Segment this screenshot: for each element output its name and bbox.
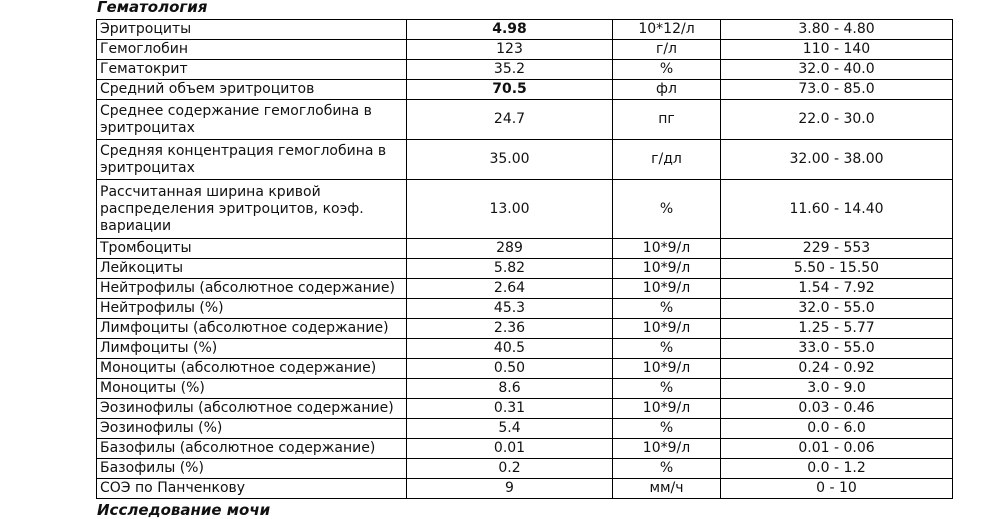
row-value-cell: 123	[407, 40, 613, 60]
row-value-cell: 13.00	[407, 180, 613, 239]
results-table-body	[97, 20, 953, 499]
table-row	[97, 379, 953, 399]
table-row	[97, 259, 953, 279]
row-reference-range-cell: 0.24 - 0.92	[721, 359, 953, 379]
row-value-cell: 0.31	[407, 399, 613, 419]
row-value-cell: 35.00	[407, 140, 613, 180]
row-value-cell: 5.4	[407, 419, 613, 439]
row-unit-cell: %	[613, 419, 721, 439]
row-name-cell: Моноциты (%)	[97, 379, 407, 399]
row-name-cell: Базофилы (абсолютное содержание)	[97, 439, 407, 459]
row-name-cell: Нейтрофилы (%)	[97, 299, 407, 319]
row-reference-range-cell: 229 - 553	[721, 239, 953, 259]
row-value-cell: 2.64	[407, 279, 613, 299]
row-unit-cell: 10*9/л	[613, 259, 721, 279]
row-name-cell: Нейтрофилы (абсолютное содержание)	[97, 279, 407, 299]
row-reference-range-cell: 3.0 - 9.0	[721, 379, 953, 399]
row-unit-cell: 10*9/л	[613, 279, 721, 299]
row-name-cell: Средняя концентрация гемоглобина в эритроцитах	[97, 140, 407, 180]
row-unit-cell: %	[613, 459, 721, 479]
hematology-results-table	[96, 19, 953, 499]
row-name-cell: Лимфоциты (абсолютное содержание)	[97, 319, 407, 339]
table-row	[97, 439, 953, 459]
table-row	[97, 140, 953, 180]
row-reference-range-cell: 0.0 - 6.0	[721, 419, 953, 439]
table-row	[97, 40, 953, 60]
row-reference-range-cell: 32.0 - 40.0	[721, 60, 953, 80]
table-row	[97, 359, 953, 379]
row-name-cell: Тромбоциты	[97, 239, 407, 259]
row-value-cell: 289	[407, 239, 613, 259]
row-unit-cell: %	[613, 339, 721, 359]
table-row	[97, 20, 953, 40]
row-name-cell: Моноциты (абсолютное содержание)	[97, 359, 407, 379]
row-unit-cell: мм/ч	[613, 479, 721, 499]
row-name-cell: Рассчитанная ширина кривой распределения эритроцитов, коэф. вариации	[97, 180, 407, 239]
row-unit-cell: %	[613, 60, 721, 80]
row-unit-cell: 10*9/л	[613, 359, 721, 379]
row-name-cell: Эритроциты	[97, 20, 407, 40]
table-row	[97, 319, 953, 339]
row-unit-cell: 10*9/л	[613, 399, 721, 419]
section-title-urinalysis: Исследование мочи	[97, 501, 271, 519]
row-name-cell: Среднее содержание гемоглобина в эритроцитах	[97, 100, 407, 140]
row-name-cell: СОЭ по Панченкову	[97, 479, 407, 499]
row-value-cell: 0.2	[407, 459, 613, 479]
row-value-cell: 70.5	[407, 80, 613, 100]
row-name-cell: Эозинофилы (%)	[97, 419, 407, 439]
row-reference-range-cell: 1.25 - 5.77	[721, 319, 953, 339]
row-value-cell: 9	[407, 479, 613, 499]
row-name-cell: Гемоглобин	[97, 40, 407, 60]
row-unit-cell: %	[613, 379, 721, 399]
row-name-cell: Эозинофилы (абсолютное содержание)	[97, 399, 407, 419]
table-row	[97, 459, 953, 479]
row-reference-range-cell: 0.0 - 1.2	[721, 459, 953, 479]
row-name-cell: Базофилы (%)	[97, 459, 407, 479]
row-unit-cell: пг	[613, 100, 721, 140]
row-value-cell: 0.50	[407, 359, 613, 379]
table-row	[97, 479, 953, 499]
row-unit-cell: %	[613, 299, 721, 319]
row-reference-range-cell: 22.0 - 30.0	[721, 100, 953, 140]
table-row	[97, 279, 953, 299]
row-unit-cell: 10*9/л	[613, 319, 721, 339]
row-value-cell: 2.36	[407, 319, 613, 339]
row-unit-cell: г/л	[613, 40, 721, 60]
row-unit-cell: фл	[613, 80, 721, 100]
row-value-cell: 40.5	[407, 339, 613, 359]
row-reference-range-cell: 0.01 - 0.06	[721, 439, 953, 459]
row-reference-range-cell: 32.0 - 55.0	[721, 299, 953, 319]
table-row	[97, 339, 953, 359]
table-row	[97, 399, 953, 419]
row-value-cell: 4.98	[407, 20, 613, 40]
row-unit-cell: %	[613, 180, 721, 239]
row-value-cell: 45.3	[407, 299, 613, 319]
row-name-cell: Лейкоциты	[97, 259, 407, 279]
table-row	[97, 419, 953, 439]
row-reference-range-cell: 33.0 - 55.0	[721, 339, 953, 359]
row-reference-range-cell: 110 - 140	[721, 40, 953, 60]
row-reference-range-cell: 73.0 - 85.0	[721, 80, 953, 100]
row-reference-range-cell: 5.50 - 15.50	[721, 259, 953, 279]
row-name-cell: Средний объем эритроцитов	[97, 80, 407, 100]
row-reference-range-cell: 32.00 - 38.00	[721, 140, 953, 180]
row-reference-range-cell: 0.03 - 0.46	[721, 399, 953, 419]
row-value-cell: 5.82	[407, 259, 613, 279]
row-value-cell: 8.6	[407, 379, 613, 399]
table-row	[97, 100, 953, 140]
table-row	[97, 60, 953, 80]
table-row	[97, 180, 953, 239]
table-row	[97, 80, 953, 100]
row-value-cell: 24.7	[407, 100, 613, 140]
row-unit-cell: 10*12/л	[613, 20, 721, 40]
table-row	[97, 299, 953, 319]
row-value-cell: 0.01	[407, 439, 613, 459]
row-reference-range-cell: 11.60 - 14.40	[721, 180, 953, 239]
section-title-hematology: Гематология	[97, 0, 208, 16]
row-name-cell: Гематокрит	[97, 60, 407, 80]
row-reference-range-cell: 1.54 - 7.92	[721, 279, 953, 299]
row-value-cell: 35.2	[407, 60, 613, 80]
row-reference-range-cell: 0 - 10	[721, 479, 953, 499]
row-reference-range-cell: 3.80 - 4.80	[721, 20, 953, 40]
row-unit-cell: г/дл	[613, 140, 721, 180]
row-unit-cell: 10*9/л	[613, 239, 721, 259]
row-name-cell: Лимфоциты (%)	[97, 339, 407, 359]
table-row	[97, 239, 953, 259]
row-unit-cell: 10*9/л	[613, 439, 721, 459]
